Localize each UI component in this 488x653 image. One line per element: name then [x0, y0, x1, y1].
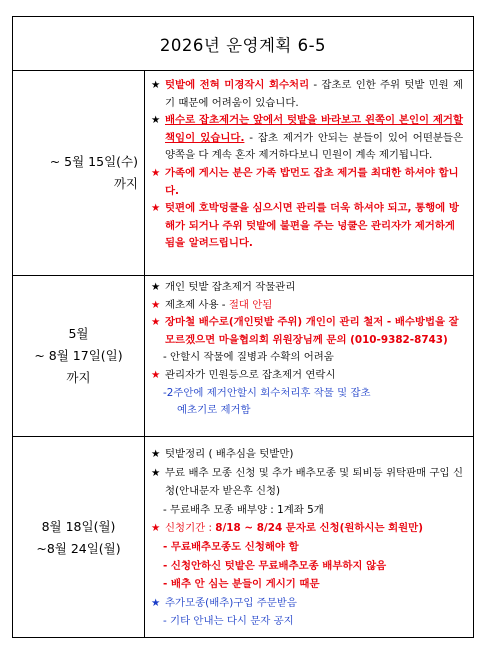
star-icon: ★	[151, 316, 161, 329]
period-cell	[13, 437, 145, 638]
list-item	[151, 279, 463, 297]
period-line: ~8월 24일(월)	[36, 540, 121, 556]
period-line: 까지	[66, 370, 91, 385]
star-icon: ★	[151, 298, 161, 311]
period-line: ~ 5월 15일(수)	[49, 154, 138, 169]
highlight-text: 배수로 잡초제거는 앞에서 텃밭을 바라보고 왼쪽이 본인이 제거할 책임이 있습니다.	[165, 114, 463, 144]
list-item	[151, 367, 463, 385]
schedule-row-3	[13, 437, 473, 638]
plan-document	[12, 16, 474, 638]
plan-content	[145, 437, 473, 638]
sub-note: - 신청안하신 텃밭은 무료배추모종 배부하지 않음	[163, 559, 387, 572]
item-text: - 잡초 제거가 안되는 분들이 있어 어떤분들은 양쪽을 다 계속 혼자 제거하다보니 민원이 계속 제기됩니다.	[165, 131, 463, 162]
list-item	[151, 464, 463, 501]
list-item	[151, 112, 463, 165]
star-icon: ★	[151, 596, 161, 609]
item-text: 개인 텃밭 잡초제거 작물관리	[165, 281, 296, 293]
sub-note: - 안할시 작물에 질병과 수확의 어려움	[163, 351, 334, 364]
item-text: 제초제 사용 -	[165, 298, 229, 311]
sub-note: -2주안에 제거안할시 회수처리후 작물 및 잡초	[163, 386, 371, 399]
period-cell	[13, 71, 145, 275]
star-icon: ★	[151, 448, 161, 460]
period-line: ~ 8월 17일(일)	[34, 348, 123, 363]
list-item	[151, 165, 463, 200]
star-icon: ★	[151, 368, 161, 381]
period-line: 5월	[68, 326, 89, 341]
item-text: 관리자가 민원등으로 잡초제거 연락시	[165, 368, 336, 381]
period-line: 8월 18일(월)	[41, 518, 116, 534]
list-item	[151, 314, 463, 349]
sub-note: 예초기로 제거함	[177, 404, 251, 417]
list-item	[151, 519, 463, 538]
star-icon: ★	[151, 466, 161, 479]
item-text: 신청기간 :	[165, 522, 216, 535]
list-item	[151, 77, 463, 112]
item-text: - 잡초로 인한 주위 텃밭 민원 제기 때문에 어려움이 있습니다.	[165, 79, 463, 109]
star-icon: ★	[151, 79, 161, 91]
star-icon: ★	[151, 281, 161, 293]
sub-note: - 무료배추모종도 신청해야 함	[163, 540, 299, 553]
item-text: 무료 배추 모종 신청 및 추가 배추모종 및 퇴비등 위탁판매 구입 신청(안내문자 받은후 신청)	[165, 466, 463, 498]
document-title: 2026년 운영계획 6-5	[13, 17, 473, 71]
sub-note: - 무료배추 모종 배부양 : 1계좌 5개	[163, 503, 324, 516]
list-item	[151, 594, 463, 613]
highlight-text: 8/18 ~ 8/24 문자로 신청(원하시는 회원만)	[215, 522, 423, 535]
item-text: 추가모종(배추)구입 주문받음	[165, 596, 297, 609]
item-text: 텃편에 호박덩쿨을 심으시면 관리를 더욱 하셔야 되고, 통행에 방해가 되거나 주위 텃밭에 불편을 주는 넝쿨은 관리자가 제거하게 됨을 알려드립니다.	[165, 202, 459, 250]
item-text: 장마철 배수로(개인텃밭 주위) 개인이 관리 철저 - 배수방법을 잘 모르겠으면 마을협의회 위원장님께 문의 (010-9382-8743)	[165, 316, 459, 346]
list-item	[151, 445, 463, 464]
item-text: 텃밭정리 ( 배추심을 텃밭만)	[165, 448, 294, 460]
highlight-text: 절대 안됨	[228, 298, 273, 311]
highlight-text: 텃밭에 전혀 미경작시 회수처리	[165, 79, 310, 91]
list-item	[151, 200, 463, 253]
list-item	[151, 297, 463, 315]
star-icon: ★	[151, 114, 161, 127]
star-icon: ★	[151, 166, 161, 179]
plan-content	[145, 71, 473, 275]
sub-note: - 기타 안내는 다시 문자 공지	[163, 615, 294, 628]
period-cell	[13, 276, 145, 436]
schedule-row-2	[13, 276, 473, 437]
star-icon: ★	[151, 202, 161, 215]
plan-content	[145, 276, 473, 436]
schedule-row-1	[13, 71, 473, 276]
sub-note: - 배추 안 심는 분들이 게시기 때문	[163, 578, 320, 591]
item-text: 가족에 게시는 분은 가족 밥먼도 잡초 제거를 최대한 하셔야 합니다.	[165, 166, 459, 197]
period-line: 까지	[113, 176, 138, 191]
star-icon: ★	[151, 522, 161, 535]
